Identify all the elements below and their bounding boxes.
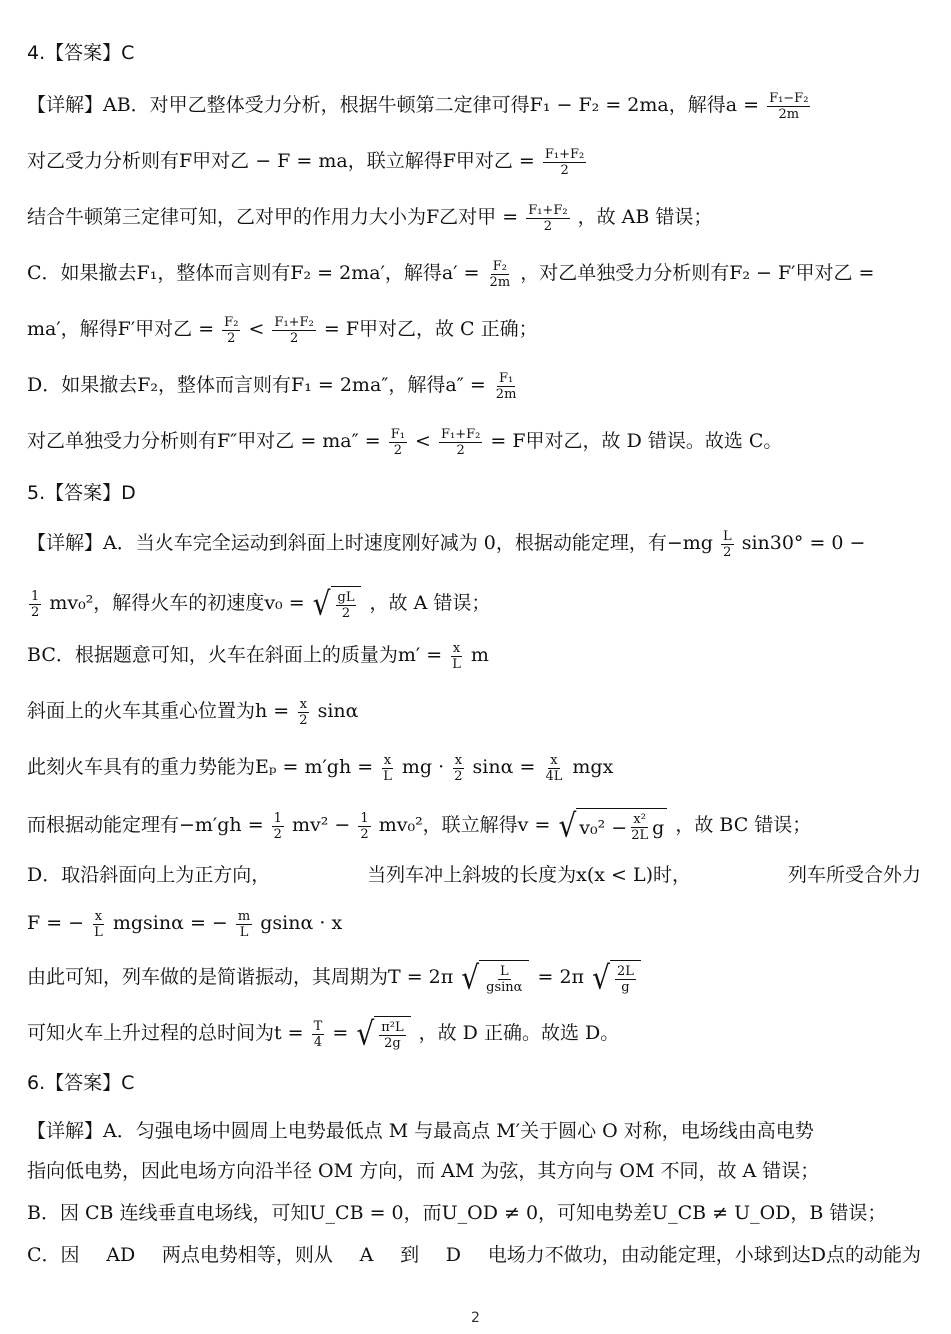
fraction: $\frac{\text{F₁+F₂}}{2}$ — [528, 202, 568, 234]
square-root: √ $\frac{L}{gsin\alpha}$ — [461, 960, 529, 996]
q4-answer-header: 4.【答案】C — [27, 42, 135, 64]
fraction: $\frac{\text{F₁+F₂}}{2}$ — [274, 314, 314, 346]
square-root: √ $\frac{\text{π²L}}{2g}$ — [356, 1016, 410, 1052]
q5-line-9: 由此可知，列车做的是简谐振动，其周期为T = 2π √ $\frac{L}{gsin\alpha}$ = 2π √ $\frac{2L}{g}$ — [27, 960, 921, 1002]
fraction: $\frac{1}{2}$ — [273, 810, 282, 842]
fraction: $\frac{x}{L}$ — [452, 640, 461, 672]
q5-line-8: F = − $\frac{x}{L}$ mgsinα = − $\frac{m}{L}$ gsinα · x — [27, 908, 343, 940]
q5-line-4: 斜面上的火车其重心位置为h = $\frac{x}{2}$ sinα — [27, 696, 359, 728]
q5-line-5: 此刻火车具有的重力势能为Eₚ = m′gh = $\frac{x}{L}$ mg · $\frac{x}{2}$ sinα = $\frac{x}{4L}$ mgx — [27, 752, 614, 784]
fraction: $\frac{m}{L}$ — [237, 908, 251, 940]
q4-line-5: ma′，解得F′甲对乙 = $\frac{\text{F₂}}{2}$ < $\frac{\text{F₁+F₂}}{2}$ = F甲对乙，故 C 正确； — [27, 314, 538, 346]
q4-line-6: D．如果撤去F₂，整体而言则有F₁ = 2ma″，解得a″ = $\frac{\text{F₁}}{2m}$ — [27, 370, 517, 402]
q6-line-3: B．因 CB 连线垂直电场线，可知U_CB = 0，而U_OD ≠ 0，可知电势差U_CB ≠ U_OD，B 错误； — [27, 1202, 887, 1224]
square-root: √ $\frac{2L}{g}$ — [592, 960, 641, 996]
q5-line-1: 【详解】A．当火车完全运动到斜面上时速度刚好减为 0，根据动能定理，有−mg $\frac{L}{2}$ sin30° = 0 − — [27, 528, 866, 560]
fraction: $\frac{\text{F₁+F₂}}{2}$ — [440, 426, 481, 458]
q5-line-6: 而根据动能定理有−m′gh = $\frac{1}{2}$ mv² − $\frac{1}{2}$ mv₀²，联立解得v = √ v₀² − $\frac{\text{x²}}{2L}$ g ，故 BC 错误； — [27, 808, 812, 845]
fraction: $\frac{L}{2}$ — [723, 528, 732, 560]
q6-line-1: 【详解】A．匀强电场中圆周上电势最低点 M 与最高点 M′关于圆心 O 对称，电场线由高电势 — [27, 1120, 814, 1142]
fraction: $\frac{\text{F₁}}{2m}$ — [495, 370, 517, 402]
fraction: $\frac{\text{F₂}}{2m}$ — [489, 258, 511, 290]
q6-answer-header: 6.【答案】C — [27, 1072, 135, 1094]
fraction: $\frac{x}{4L}$ — [545, 752, 563, 784]
fraction: $\frac{1}{2}$ — [360, 810, 369, 842]
fraction: $\frac{\text{F₁+F₂}}{2}$ — [544, 146, 585, 178]
square-root: √ v₀² − $\frac{\text{x²}}{2L}$ g — [558, 808, 667, 844]
q6-line-4: C．因 AD 两点电势相等，则从 A 到 D 电场力不做功，由动能定理，小球到达D点的动能为 — [27, 1244, 921, 1266]
page-number: 2 — [471, 1310, 480, 1326]
q5-line-10: 可知火车上升过程的总时间为t = $\frac{T}{4}$ = √ $\frac{\text{π²L}}{2g}$ ，故 D 正确。故选 D。 — [27, 1016, 620, 1053]
fraction: $\frac{1}{2}$ — [31, 588, 40, 620]
fraction: $\frac{\text{F₂}}{2}$ — [224, 314, 239, 346]
fraction: $\frac{T}{4}$ — [313, 1018, 323, 1050]
q4-line-1: 【详解】AB．对甲乙整体受力分析，根据牛顿第二定律可得F₁ − F₂ = 2ma，解得a = $\frac{\text{F₁−F₂}}{2m}$ — [27, 90, 809, 122]
q6-line-2: 指向低电势，因此电场方向沿半径 OM 方向，而 AM 为弦，其方向与 OM 不同，故 A 错误； — [27, 1160, 820, 1182]
q5-answer-header: 5.【答案】D — [27, 482, 136, 504]
fraction: $\frac{x}{2}$ — [299, 696, 308, 728]
square-root: √ $\frac{gL}{2}$ — [313, 586, 362, 622]
q4-line-4: C．如果撤去F₁，整体而言则有F₂ = 2ma′，解得a′ = $\frac{\text{F₂}}{2m}$ ，对乙单独受力分析则有F₂ − F′甲对乙 = — [27, 258, 875, 290]
q4-line-7: 对乙单独受力分析则有F″甲对乙 = ma″ = $\frac{\text{F₁}}{2}$ < $\frac{\text{F₁+F₂}}{2}$ = F甲对乙，故 D 错误。故选 C。 — [27, 426, 783, 458]
q5-line-2: $\frac{1}{2}$ mv₀²，解得火车的初速度v₀ = √ $\frac{gL}{2}$ ，故 A 错误； — [31, 586, 491, 623]
fraction: $\frac{x}{2}$ — [454, 752, 463, 784]
fraction: $\frac{\text{F₁−F₂}}{2m}$ — [769, 90, 809, 122]
fraction: $\frac{x}{L}$ — [94, 908, 103, 940]
fraction: $\frac{\text{F₁}}{2}$ — [390, 426, 405, 458]
fraction: $\frac{x}{L}$ — [383, 752, 392, 784]
q5-line-7: D．取沿斜面向上为正方向， 当列车冲上斜坡的长度为x(x < L)时， 列车所受合外力 — [27, 864, 921, 886]
q4-line-3: 结合牛顿第三定律可知，乙对甲的作用力大小为F乙对甲 = $\frac{\text{F₁+F₂}}{2}$ ，故 AB 错误； — [27, 202, 713, 234]
q4-line-2: 对乙受力分析则有F甲对乙 − F = ma，联立解得F甲对乙 = $\frac{\text{F₁+F₂}}{2}$ — [27, 146, 585, 178]
q5-line-3: BC．根据题意可知，火车在斜面上的质量为m′ = $\frac{x}{L}$ m — [27, 640, 489, 672]
